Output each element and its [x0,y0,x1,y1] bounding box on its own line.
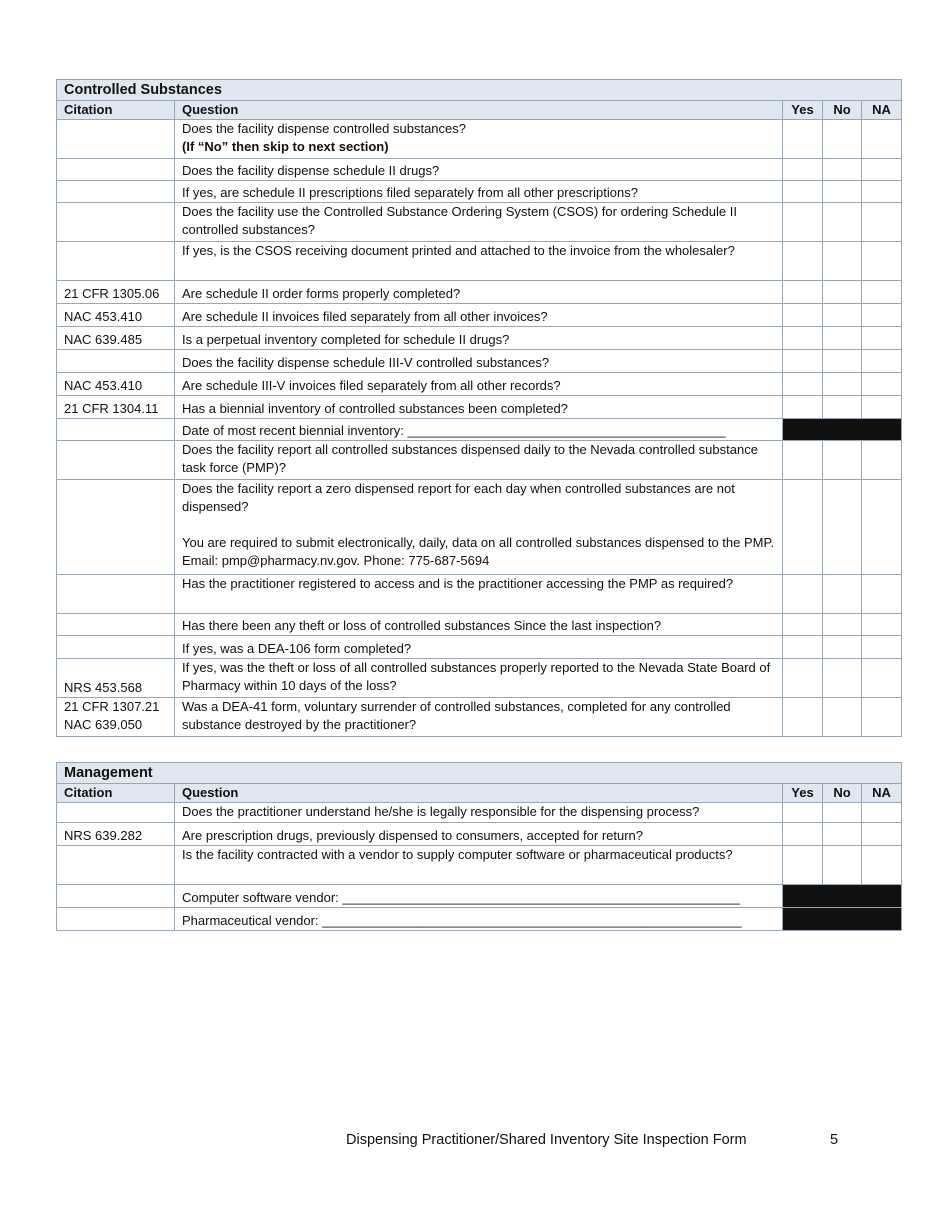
na-checkbox-cell[interactable] [862,441,902,480]
yes-checkbox-cell[interactable] [783,823,823,846]
question-text: Does the facility report a zero dispensed report for each day when controlled substances are not dispensed? [182,481,735,514]
table-row [57,419,902,441]
yes-checkbox-cell[interactable] [783,327,823,350]
table-row [57,846,902,885]
yes-checkbox-cell[interactable] [783,203,823,242]
table-row [57,242,902,281]
column-header-no: No [823,784,862,803]
yes-checkbox-cell[interactable] [783,242,823,281]
no-checkbox-cell[interactable] [823,441,862,480]
citation-cell [57,480,175,575]
table-row [57,575,902,614]
yes-checkbox-cell[interactable] [783,441,823,480]
no-checkbox-cell[interactable] [823,803,862,823]
question-cell: Has there been any theft or loss of controlled substances Since the last inspection? [175,614,783,636]
table-row [57,327,902,350]
no-checkbox-cell[interactable] [823,373,862,396]
citation-cell [57,846,175,885]
citation-cell [57,120,175,159]
citation-cell: 21 CFR 1304.11 [57,396,175,419]
citation-cell [57,614,175,636]
section-header [57,80,902,101]
table-row [57,441,902,480]
blacked-out-cell [783,885,902,908]
yes-checkbox-cell[interactable] [783,159,823,181]
column-header-citation: Citation [57,101,175,120]
no-checkbox-cell[interactable] [823,242,862,281]
question-cell: Has a biennial inventory of controlled substances been completed? [175,396,783,419]
na-checkbox-cell[interactable] [862,373,902,396]
na-checkbox-cell[interactable] [862,327,902,350]
na-checkbox-cell[interactable] [862,159,902,181]
question-cell: Are schedule III-V invoices filed separately from all other records? [175,373,783,396]
yes-checkbox-cell[interactable] [783,396,823,419]
table-row [57,698,902,737]
table-row [57,908,902,931]
question-cell: Does the facility use the Controlled Substance Ordering System (CSOS) for ordering Schedule II controlled substances? [175,203,783,242]
yes-checkbox-cell[interactable] [783,373,823,396]
no-checkbox-cell[interactable] [823,350,862,373]
no-checkbox-cell[interactable] [823,181,862,203]
question-cell: Was a DEA-41 form, voluntary surrender of controlled substances, completed for any controlled substance destroyed by the practitioner? [175,698,783,737]
table-row [57,636,902,659]
column-header-row [57,784,902,803]
no-checkbox-cell[interactable] [823,396,862,419]
management-table [56,762,902,931]
na-checkbox-cell[interactable] [862,846,902,885]
column-header-question: Question [175,784,783,803]
citation-cell [57,575,175,614]
question-cell: Computer software vendor: _______________________________________________________ [175,885,783,908]
citation-cell: NAC 639.485 [57,327,175,350]
citation-cell: NRS 453.568 [57,659,175,698]
na-checkbox-cell[interactable] [862,575,902,614]
citation-cell [57,698,175,737]
na-checkbox-cell[interactable] [862,281,902,304]
question-cell: Does the facility dispense schedule II drugs? [175,159,783,181]
na-checkbox-cell[interactable] [862,120,902,159]
table-row [57,203,902,242]
blacked-out-cell [783,908,902,931]
no-checkbox-cell[interactable] [823,614,862,636]
no-checkbox-cell[interactable] [823,846,862,885]
yes-checkbox-cell[interactable] [783,281,823,304]
table-row [57,396,902,419]
question-cell: Is a perpetual inventory completed for schedule II drugs? [175,327,783,350]
question-cell: Date of most recent biennial inventory: ____________________________________________ [175,419,783,441]
no-checkbox-cell[interactable] [823,480,862,575]
citation-cell [57,885,175,908]
column-header-na: NA [862,101,902,120]
na-checkbox-cell[interactable] [862,823,902,846]
no-checkbox-cell[interactable] [823,659,862,698]
citation-cell: NRS 639.282 [57,823,175,846]
table-row [57,304,902,327]
section-header [57,763,902,784]
table-row [57,823,902,846]
yes-checkbox-cell[interactable] [783,480,823,575]
table-row [57,803,902,823]
question-cell [175,120,783,159]
no-checkbox-cell[interactable] [823,159,862,181]
yes-checkbox-cell[interactable] [783,614,823,636]
no-checkbox-cell[interactable] [823,304,862,327]
citation-text: 21 CFR 1307.21 [64,699,160,714]
citation-cell [57,419,175,441]
no-checkbox-cell[interactable] [823,823,862,846]
column-header-na: NA [862,784,902,803]
yes-checkbox-cell[interactable] [783,575,823,614]
no-checkbox-cell[interactable] [823,120,862,159]
yes-checkbox-cell[interactable] [783,120,823,159]
page-number: 5 [830,1132,839,1148]
section-title: Management [57,763,902,784]
section-title: Controlled Substances [57,80,902,101]
na-checkbox-cell[interactable] [862,803,902,823]
citation-cell [57,203,175,242]
yes-checkbox-cell[interactable] [783,636,823,659]
column-header-no: No [823,101,862,120]
question-cell: Has the practitioner registered to access and is the practitioner accessing the PMP as required? [175,575,783,614]
no-checkbox-cell[interactable] [823,698,862,737]
column-header-question: Question [175,101,783,120]
citation-cell [57,908,175,931]
no-checkbox-cell[interactable] [823,575,862,614]
table-row [57,120,902,159]
question-cell: If yes, is the CSOS receiving document printed and attached to the invoice from the wholesaler? [175,242,783,281]
question-note: You are required to submit electronically, daily, data on all controlled substances dispensed to the PMP. Email: pmp@pharmacy.nv.gov. Phone: 775-687-5694 [182,535,775,568]
question-cell: If yes, was the theft or loss of all controlled substances properly reported to the Nevada State Board of Pharmacy within 10 days of the loss? [175,659,783,698]
na-checkbox-cell[interactable] [862,698,902,737]
citation-cell: 21 CFR 1305.06 [57,281,175,304]
question-cell: Are schedule II invoices filed separately from all other invoices? [175,304,783,327]
citation-cell [57,242,175,281]
citation-cell [57,441,175,480]
na-checkbox-cell[interactable] [862,304,902,327]
yes-checkbox-cell[interactable] [783,181,823,203]
citation-text-secondary: NAC 639.050 [64,717,143,732]
page-footer [346,1132,839,1148]
yes-checkbox-cell[interactable] [783,659,823,698]
citation-cell [57,350,175,373]
table-row [57,159,902,181]
citation-cell [57,159,175,181]
question-cell [175,480,783,575]
question-note: (If “No” then skip to next section) [182,139,389,154]
controlled-substances-table [56,79,902,737]
citation-cell [57,636,175,659]
table-row [57,373,902,396]
table-row [57,350,902,373]
na-checkbox-cell[interactable] [862,203,902,242]
question-cell: If yes, are schedule II prescriptions filed separately from all other prescriptions? [175,181,783,203]
citation-cell [57,181,175,203]
na-checkbox-cell[interactable] [862,659,902,698]
yes-checkbox-cell[interactable] [783,698,823,737]
table-row [57,181,902,203]
blacked-out-cell [783,419,902,441]
na-checkbox-cell[interactable] [862,350,902,373]
column-header-yes: Yes [783,784,823,803]
na-checkbox-cell[interactable] [862,242,902,281]
na-checkbox-cell[interactable] [862,181,902,203]
question-text: Does the facility dispense controlled substances? [182,121,466,136]
column-header-yes: Yes [783,101,823,120]
na-checkbox-cell[interactable] [862,480,902,575]
question-cell: Pharmaceutical vendor: __________________________________________________________ [175,908,783,931]
yes-checkbox-cell[interactable] [783,803,823,823]
question-cell: Does the facility dispense schedule III-V controlled substances? [175,350,783,373]
table-row [57,659,902,698]
citation-cell: NAC 453.410 [57,304,175,327]
yes-checkbox-cell[interactable] [783,304,823,327]
table-row [57,281,902,304]
table-row [57,480,902,575]
yes-checkbox-cell[interactable] [783,350,823,373]
table-row [57,614,902,636]
na-checkbox-cell[interactable] [862,614,902,636]
yes-checkbox-cell[interactable] [783,846,823,885]
no-checkbox-cell[interactable] [823,327,862,350]
column-header-citation: Citation [57,784,175,803]
question-cell: Are prescription drugs, previously dispensed to consumers, accepted for return? [175,823,783,846]
question-cell: If yes, was a DEA-106 form completed? [175,636,783,659]
column-header-row [57,101,902,120]
no-checkbox-cell[interactable] [823,636,862,659]
citation-cell: NAC 453.410 [57,373,175,396]
question-cell: Are schedule II order forms properly completed? [175,281,783,304]
question-cell: Does the practitioner understand he/she is legally responsible for the dispensing process? [175,803,783,823]
citation-cell [57,803,175,823]
table-row [57,885,902,908]
question-cell: Is the facility contracted with a vendor to supply computer software or pharmaceutical products? [175,846,783,885]
footer-title: Dispensing Practitioner/Shared Inventory Site Inspection Form [346,1132,747,1148]
no-checkbox-cell[interactable] [823,203,862,242]
na-checkbox-cell[interactable] [862,636,902,659]
na-checkbox-cell[interactable] [862,396,902,419]
no-checkbox-cell[interactable] [823,281,862,304]
question-cell: Does the facility report all controlled substances dispensed daily to the Nevada controlled substance task force (PMP)? [175,441,783,480]
